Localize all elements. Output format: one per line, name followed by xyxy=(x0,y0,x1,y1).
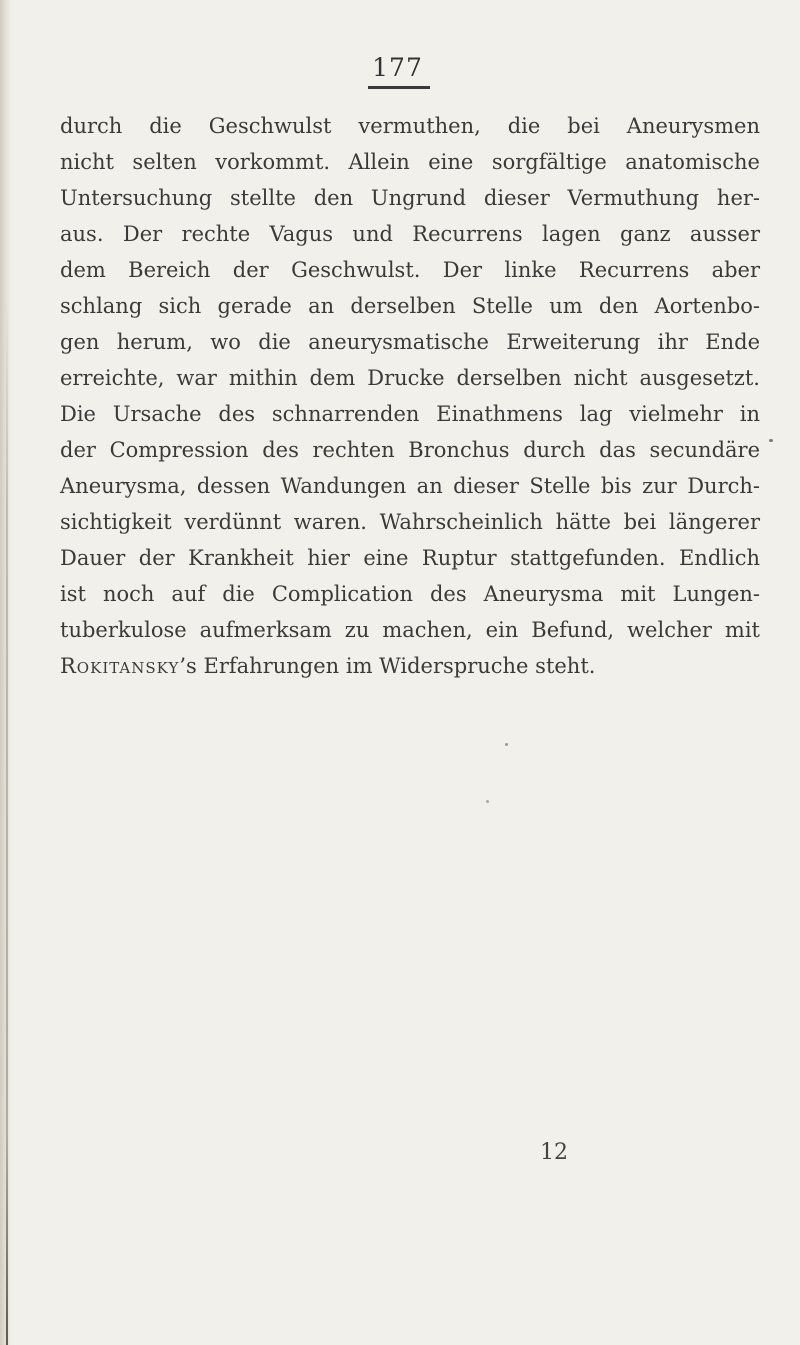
page-number: 177 xyxy=(372,53,423,82)
text-line: Untersuchung stellte den Ungrund dieser Vermuthung her- xyxy=(60,186,760,210)
text-line: der Compression des rechten Bronchus durch das secundäre xyxy=(60,438,760,462)
text-line-tail: ’s Erfahrungen im Widerspruche steht. xyxy=(179,654,596,678)
header-rule xyxy=(368,86,430,89)
text-line-last xyxy=(60,648,760,684)
text-line: aus. Der rechte Vagus und Recurrens lagen ganz ausser xyxy=(60,222,760,246)
body-paragraph xyxy=(60,108,760,684)
paper-speck xyxy=(769,439,773,442)
text-line: sichtigkeit verdünnt waren. Wahrscheinlich hätte bei längerer xyxy=(60,510,760,534)
text-line: durch die Geschwulst vermuthen, die bei Aneurysmen xyxy=(60,114,760,138)
text-line: gen herum, wo die aneurysmatische Erweiterung ihr Ende xyxy=(60,330,760,354)
binding-edge xyxy=(6,300,8,1345)
signature-mark: 12 xyxy=(540,1140,568,1165)
author-name: Rokitansky xyxy=(60,654,180,678)
text-line: dem Bereich der Geschwulst. Der linke Recurrens aber xyxy=(60,258,760,282)
text-line: Dauer der Krankheit hier eine Ruptur stattgefunden. Endlich xyxy=(60,546,760,570)
text-line: erreichte, war mithin dem Drucke derselben nicht ausgesetzt. xyxy=(60,366,760,390)
text-line: Die Ursache des schnarrenden Einathmens lag vielmehr in xyxy=(60,402,760,426)
text-line: schlang sich gerade an derselben Stelle um den Aortenbo- xyxy=(60,294,760,318)
paper-speck xyxy=(486,800,489,803)
text-line: tuberkulose aufmerksam zu machen, ein Befund, welcher mit xyxy=(60,618,760,642)
text-line: Aneurysma, dessen Wandungen an dieser Stelle bis zur Durch- xyxy=(60,474,760,498)
paper-speck xyxy=(505,743,508,746)
text-line: nicht selten vorkommt. Allein eine sorgfältige anatomische xyxy=(60,150,760,174)
text-line: ist noch auf die Complication des Aneurysma mit Lungen- xyxy=(60,582,760,606)
